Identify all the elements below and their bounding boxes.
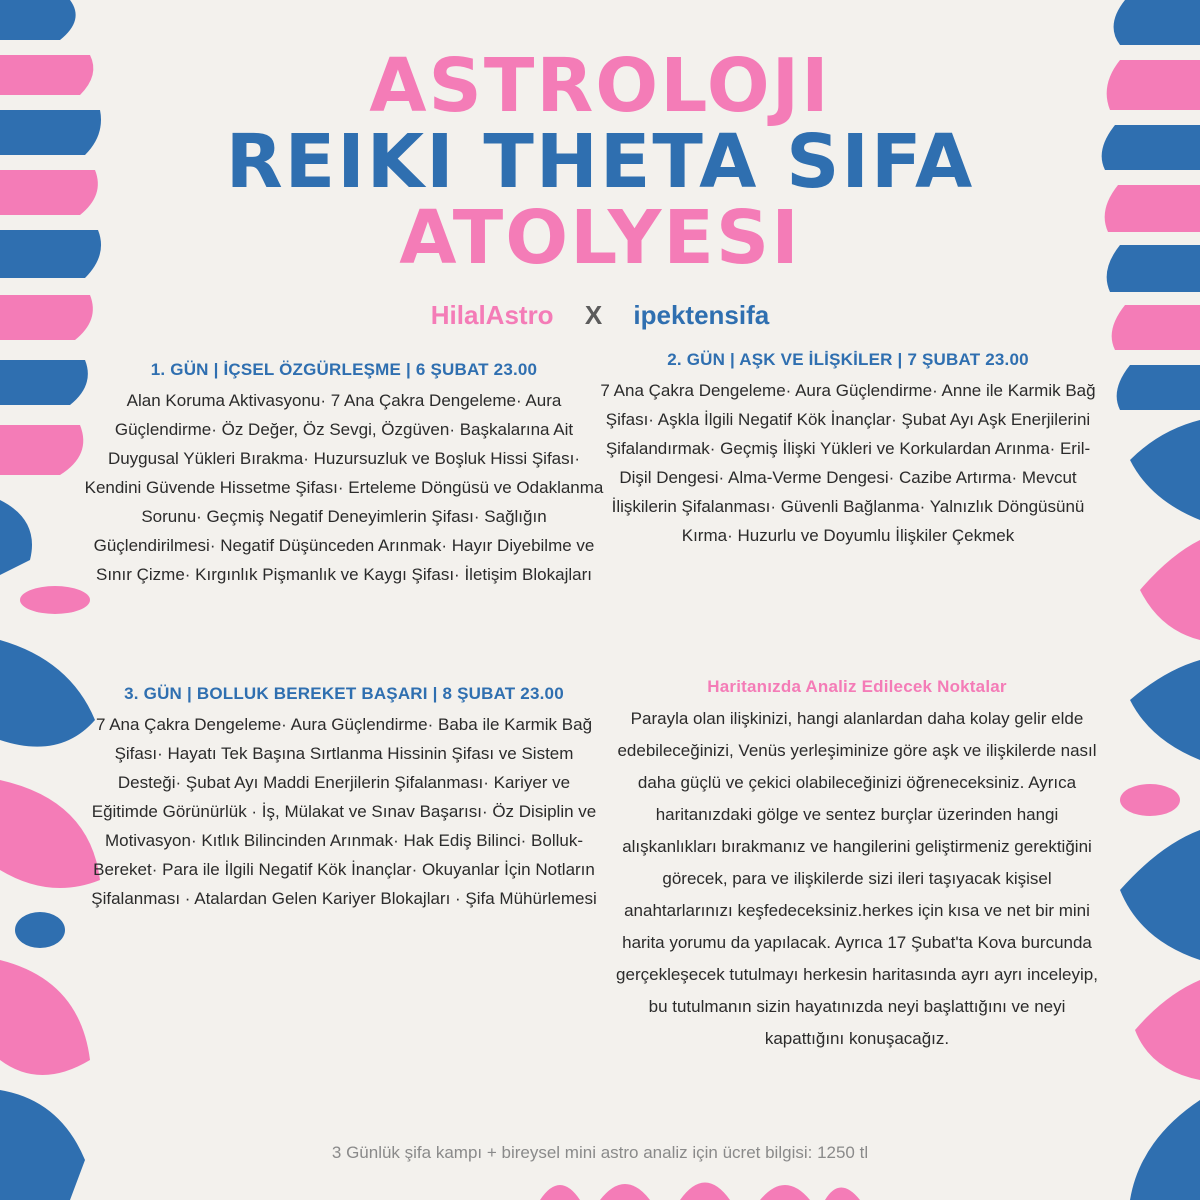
- day3-heading: 3. GÜN | BOLLUK BEREKET BAŞARI | 8 ŞUBAT 23.00: [124, 684, 564, 703]
- brand-ipektensifa: ipektensifa: [633, 300, 770, 330]
- price-info: 3 Günlük şifa kampı + bireysel mini astro analiz için ücret bilgisi: 1250 tl: [331, 1143, 869, 1162]
- decorative-brush-strokes-left: [0, 0, 110, 1200]
- title-line-3: ATOLYESI: [399, 195, 801, 281]
- analysis-section: [612, 677, 1102, 1055]
- poster-title: [200, 43, 1000, 281]
- decorative-brush-strokes-right: [1090, 0, 1200, 1200]
- day2-section: [598, 350, 1098, 550]
- analysis-body: Parayla olan ilişkinizi, hangi alanlardan daha kolay gelir elde edebileceğinizi, Venüs yerleşiminize göre aşk ve ilişkilerde nasıl daha güçlü ve çekici olabileceğinizi öğreneceksiniz. Ayrıca haritanızdaki gölge ve sentez burçlar üzerinden hangi alışkanlıkları bırakmanız ve hangilerini geliştirmeniz gerektiğini görecek, para ve ilişkilerde sizi ileri taşıyacak kişisel anahtarlarınızı keşfedeceksiniz.herkes için kısa ve net bir mini harita yorumu da yapılacak. Ayrıca 17 Şubat'ta Kova burcunda gerçekleşecek tutulmayı herkesin haritasında ayrı ayrı inceleyip, bu tutulmanın sizin hayatınızda neyi başlattığını ve neyi kapattığını konuşacağız.: [616, 709, 1098, 1048]
- analysis-heading: Haritanızda Analiz Edilecek Noktalar: [707, 677, 1007, 696]
- day1-heading: 1. GÜN | İÇSEL ÖZGÜRLEŞME | 6 ŞUBAT 23.00: [150, 360, 538, 379]
- decorative-brush-strokes-bottom: [540, 1160, 860, 1200]
- day2-heading: 2. GÜN | AŞK VE İLİŞKİLER | 7 ŞUBAT 23.00: [667, 350, 1029, 369]
- day3-section: [84, 684, 604, 913]
- collab-separator: X: [584, 300, 603, 330]
- day2-body: 7 Ana Çakra Dengeleme· Aura Güçlendirme· Anne ile Karmik Bağ Şifası· Aşkla İlgili Negatif Kök İnançlar· Şubat Ayı Aşk Enerjilerini Şifalandırmak· Geçmiş İlişki Yükleri ve Korkulardan Arınma· Eril-Dişil Dengesi· Alma-Verme Dengesi· Cazibe Artırma· Mevcut İlişkilerin Şifalanması· Güvenli Bağlanma· Yalnızlık Döngüsünü Kırma· Huzurlu ve Doyumlu İlişkiler Çekmek: [600, 381, 1096, 545]
- brand-hilalastro: HilalAstro: [430, 300, 554, 330]
- day3-body: 7 Ana Çakra Dengeleme· Aura Güçlendirme· Baba ile Karmik Bağ Şifası· Hayatı Tek Başına Sırtlanma Hissinin Şifası ve Sistem Desteği· Şubat Ayı Maddi Enerjilerin Şifalanması· Kariyer ve Eğitimde Görünürlük · İş, Mülakat ve Sınav Başarısı· Öz Disiplin ve Motivasyon· Kıtlık Bilincinden Arınmak· Hak Ediş Bilinci· Bolluk-Bereket· Para ile İlgili Negatif Kök İnançlar· Okuyanlar İçin Notların Şifalanması · Atalardan Gelen Kariyer Blokajları · Şifa Mühürlemesi: [91, 715, 597, 908]
- day1-body: Alan Koruma Aktivasyonu· 7 Ana Çakra Dengeleme· Aura Güçlendirme· Öz Değer, Öz Sevgi, Özgüven· Başkalarına Ait Duygusal Yükleri Bırakma· Huzursuzluk ve Boşluk Hissi Şifası· Kendini Güvende Hissetme Şifası· Erteleme Döngüsü ve Odaklanma Sorunu· Geçmiş Negatif Deneyimlerin Şifası· Sağlığın Güçlendirilmesi· Negatif Düşünceden Arınmak· Hayır Diyebilme ve Sınır Çizme· Kırgınlık Pişmanlık ve Kaygı Şifası· İletişim Blokajları: [84, 391, 604, 584]
- day1-section: [84, 360, 604, 589]
- title-line-1: ASTROLOJI: [369, 43, 831, 129]
- brand-collab-line: [0, 300, 1200, 331]
- title-line-2: REIKI THETA SIFA: [225, 119, 975, 205]
